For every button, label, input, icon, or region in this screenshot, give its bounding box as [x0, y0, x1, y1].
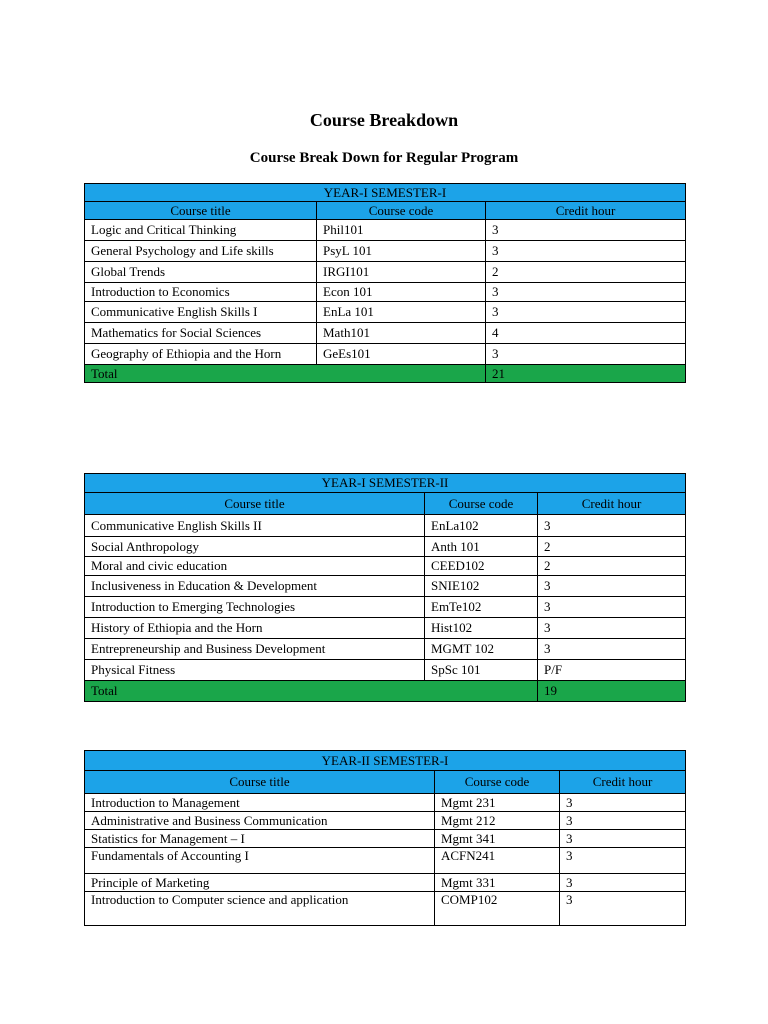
course-code-cell: COMP102	[435, 892, 560, 926]
course-code-cell: Mgmt 231	[435, 794, 560, 812]
credit-hour-cell: 3	[538, 618, 686, 639]
course-code-cell: EmTe102	[425, 597, 538, 618]
table-row	[85, 323, 686, 344]
course-code-cell: Anth 101	[425, 537, 538, 557]
table-row	[85, 874, 686, 892]
semester-header-row	[85, 184, 686, 202]
course-title-cell: Social Anthropology	[85, 537, 425, 557]
semester-label: YEAR-II SEMESTER-I	[85, 751, 686, 771]
table-row	[85, 830, 686, 848]
table-row	[85, 262, 686, 283]
table-row	[85, 220, 686, 241]
course-code-cell: EnLa 101	[317, 302, 486, 323]
column-header-title: Course title	[85, 771, 435, 794]
course-code-cell: CEED102	[425, 557, 538, 576]
course-title-cell: Statistics for Management – I	[85, 830, 435, 848]
total-label: Total	[85, 681, 538, 702]
column-header-credit: Credit hour	[538, 493, 686, 515]
credit-hour-cell: 3	[538, 597, 686, 618]
course-code-cell: Mgmt 212	[435, 812, 560, 830]
column-header-row	[85, 771, 686, 794]
course-code-cell: IRGI101	[317, 262, 486, 283]
total-credit-value: 21	[486, 365, 686, 383]
table-row	[85, 241, 686, 262]
course-code-cell: SpSc 101	[425, 660, 538, 681]
course-title-cell: General Psychology and Life skills	[85, 241, 317, 262]
table-row	[85, 660, 686, 681]
course-title-cell: Inclusiveness in Education & Development	[85, 576, 425, 597]
credit-hour-cell: P/F	[538, 660, 686, 681]
course-title-cell: Entrepreneurship and Business Development	[85, 639, 425, 660]
table-row	[85, 344, 686, 365]
credit-hour-cell: 2	[486, 262, 686, 283]
credit-hour-cell: 3	[538, 515, 686, 537]
course-code-cell: Econ 101	[317, 283, 486, 302]
table-row	[85, 639, 686, 660]
total-label: Total	[85, 365, 486, 383]
table-row	[85, 557, 686, 576]
course-title-cell: Introduction to Management	[85, 794, 435, 812]
course-title-cell: Introduction to Emerging Technologies	[85, 597, 425, 618]
column-header-credit: Credit hour	[560, 771, 686, 794]
semester-label: YEAR-I SEMESTER-II	[85, 474, 686, 493]
credit-hour-cell: 3	[486, 302, 686, 323]
credit-hour-cell: 3	[560, 848, 686, 874]
course-title-cell: Fundamentals of Accounting I	[85, 848, 435, 874]
semester-header-row	[85, 751, 686, 771]
course-title-cell: Mathematics for Social Sciences	[85, 323, 317, 344]
total-row	[85, 681, 686, 702]
semester-label: YEAR-I SEMESTER-I	[85, 184, 686, 202]
credit-hour-cell: 3	[560, 812, 686, 830]
column-header-code: Course code	[317, 202, 486, 220]
course-code-cell: Hist102	[425, 618, 538, 639]
course-code-cell: Math101	[317, 323, 486, 344]
credit-hour-cell: 3	[538, 576, 686, 597]
total-row	[85, 365, 686, 383]
credit-hour-cell: 3	[560, 794, 686, 812]
course-table-y1s2	[84, 473, 686, 702]
credit-hour-cell: 3	[486, 283, 686, 302]
credit-hour-cell: 2	[538, 537, 686, 557]
table-row	[85, 618, 686, 639]
course-title-cell: History of Ethiopia and the Horn	[85, 618, 425, 639]
course-code-cell: Mgmt 331	[435, 874, 560, 892]
column-header-credit: Credit hour	[486, 202, 686, 220]
column-header-title: Course title	[85, 202, 317, 220]
course-title-cell: Introduction to Computer science and application	[85, 892, 435, 926]
credit-hour-cell: 3	[538, 639, 686, 660]
credit-hour-cell: 3	[560, 874, 686, 892]
table-row	[85, 812, 686, 830]
course-code-cell: GeEs101	[317, 344, 486, 365]
credit-hour-cell: 3	[486, 220, 686, 241]
course-title-cell: Communicative English Skills II	[85, 515, 425, 537]
credit-hour-cell: 3	[560, 830, 686, 848]
course-title-cell: Global Trends	[85, 262, 317, 283]
column-header-row	[85, 493, 686, 515]
column-header-row	[85, 202, 686, 220]
course-table-y2s1	[84, 750, 686, 926]
table-row	[85, 515, 686, 537]
course-code-cell: EnLa102	[425, 515, 538, 537]
table-row	[85, 848, 686, 874]
page-title: Course Breakdown	[309, 110, 459, 130]
course-title-cell: Physical Fitness	[85, 660, 425, 681]
course-code-cell: MGMT 102	[425, 639, 538, 660]
course-code-cell: Mgmt 341	[435, 830, 560, 848]
credit-hour-cell: 3	[486, 241, 686, 262]
course-title-cell: Moral and civic education	[85, 557, 425, 576]
credit-hour-cell: 3	[560, 892, 686, 926]
course-title-cell: Principle of Marketing	[85, 874, 435, 892]
course-code-cell: SNIE102	[425, 576, 538, 597]
table-row	[85, 576, 686, 597]
course-title-cell: Administrative and Business Communication	[85, 812, 435, 830]
course-code-cell: PsyL 101	[317, 241, 486, 262]
course-title-cell: Communicative English Skills I	[85, 302, 317, 323]
course-title-cell: Introduction to Economics	[85, 283, 317, 302]
table-row	[85, 537, 686, 557]
table-row	[85, 794, 686, 812]
column-header-code: Course code	[425, 493, 538, 515]
total-credit-value: 19	[538, 681, 686, 702]
column-header-code: Course code	[435, 771, 560, 794]
column-header-title: Course title	[85, 493, 425, 515]
credit-hour-cell: 4	[486, 323, 686, 344]
course-title-cell: Logic and Critical Thinking	[85, 220, 317, 241]
credit-hour-cell: 2	[538, 557, 686, 576]
course-title-cell: Geography of Ethiopia and the Horn	[85, 344, 317, 365]
table-row	[85, 302, 686, 323]
semester-header-row	[85, 474, 686, 493]
credit-hour-cell: 3	[486, 344, 686, 365]
table-row	[85, 892, 686, 926]
table-row	[85, 283, 686, 302]
course-code-cell: Phil101	[317, 220, 486, 241]
course-code-cell: ACFN241	[435, 848, 560, 874]
table-row	[85, 597, 686, 618]
page-subtitle: Course Break Down for Regular Program	[249, 150, 519, 166]
course-table-y1s1	[84, 183, 686, 383]
